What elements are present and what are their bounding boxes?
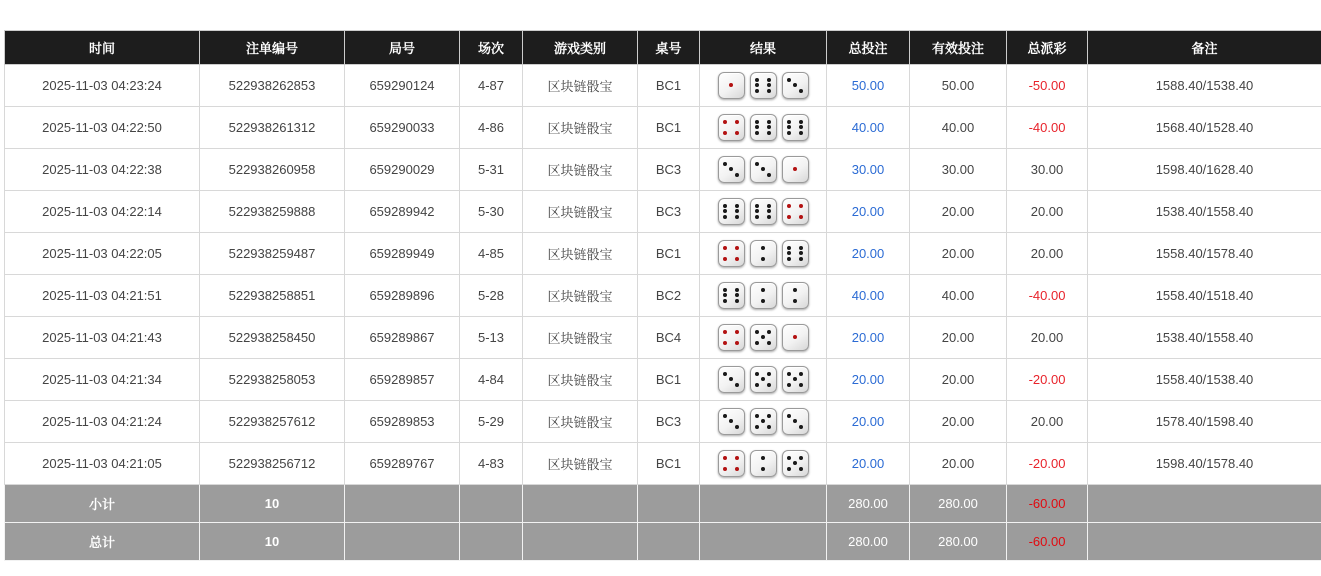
payout-cell: -20.00: [1007, 443, 1088, 485]
time-cell: 2025-11-03 04:21:51: [5, 275, 200, 317]
subtotal-empty-table: [638, 485, 700, 523]
bet-record-row: [5, 233, 1321, 275]
valid-bet-cell: 30.00: [910, 149, 1007, 191]
bet-record-row: [5, 317, 1321, 359]
table-body: [5, 65, 1321, 485]
remark-cell: 1578.40/1598.40: [1088, 401, 1321, 443]
bet-id-cell: 522938259487: [200, 233, 345, 275]
die-6-icon: [750, 72, 777, 99]
result-cell: [700, 317, 827, 359]
table-no-cell: BC3: [638, 149, 700, 191]
valid-bet-cell: 20.00: [910, 443, 1007, 485]
subtotal-empty-result: [700, 485, 827, 523]
bet-record-row: [5, 443, 1321, 485]
header-row: [5, 31, 1321, 65]
bet-history-table: [4, 30, 1321, 561]
table-no-cell: BC3: [638, 191, 700, 233]
total-total-bet: 280.00: [827, 523, 910, 561]
round-no-cell: 659289867: [345, 317, 460, 359]
round-no-cell: 659289896: [345, 275, 460, 317]
bet-record-row: [5, 65, 1321, 107]
subtotal-empty-session: [460, 485, 523, 523]
table-no-cell: BC3: [638, 401, 700, 443]
die-1-icon: [718, 72, 745, 99]
die-3-icon: [782, 72, 809, 99]
column-header-total-bet: 总投注: [827, 31, 910, 65]
time-cell: 2025-11-03 04:22:14: [5, 191, 200, 233]
session-cell: 4-85: [460, 233, 523, 275]
round-no-cell: 659290124: [345, 65, 460, 107]
table-no-cell: BC2: [638, 275, 700, 317]
subtotal-count: 10: [200, 485, 345, 523]
remark-cell: 1558.40/1518.40: [1088, 275, 1321, 317]
payout-cell: -50.00: [1007, 65, 1088, 107]
die-2-icon: [750, 240, 777, 267]
result-cell: [700, 443, 827, 485]
bet-id-cell: 522938261312: [200, 107, 345, 149]
valid-bet-cell: 50.00: [910, 65, 1007, 107]
payout-cell: 20.00: [1007, 191, 1088, 233]
bet-record-row: [5, 107, 1321, 149]
total-bet-link[interactable]: 20.00: [827, 317, 910, 359]
session-cell: 4-86: [460, 107, 523, 149]
die-2-icon: [782, 282, 809, 309]
payout-cell: -40.00: [1007, 275, 1088, 317]
round-no-cell: 659290033: [345, 107, 460, 149]
subtotal-row: [5, 485, 1321, 523]
table-no-cell: BC1: [638, 107, 700, 149]
die-1-icon: [782, 324, 809, 351]
table-no-cell: BC1: [638, 233, 700, 275]
session-cell: 5-30: [460, 191, 523, 233]
game-type-cell: 区块链骰宝: [523, 107, 638, 149]
die-6-icon: [782, 240, 809, 267]
game-type-cell: 区块链骰宝: [523, 191, 638, 233]
die-4-icon: [718, 114, 745, 141]
subtotal-valid-bet: 280.00: [910, 485, 1007, 523]
session-cell: 4-84: [460, 359, 523, 401]
result-cell: [700, 107, 827, 149]
round-no-cell: 659289853: [345, 401, 460, 443]
table-no-cell: BC1: [638, 65, 700, 107]
column-header-payout: 总派彩: [1007, 31, 1088, 65]
game-type-cell: 区块链骰宝: [523, 359, 638, 401]
table-no-cell: BC1: [638, 359, 700, 401]
die-6-icon: [750, 114, 777, 141]
time-cell: 2025-11-03 04:22:05: [5, 233, 200, 275]
die-4-icon: [718, 324, 745, 351]
table-no-cell: BC4: [638, 317, 700, 359]
die-5-icon: [782, 450, 809, 477]
bet-record-row: [5, 401, 1321, 443]
die-4-icon: [718, 450, 745, 477]
valid-bet-cell: 40.00: [910, 275, 1007, 317]
subtotal-payout: -60.00: [1007, 485, 1088, 523]
die-4-icon: [718, 240, 745, 267]
die-1-icon: [782, 156, 809, 183]
remark-cell: 1558.40/1578.40: [1088, 233, 1321, 275]
die-3-icon: [718, 366, 745, 393]
die-5-icon: [750, 366, 777, 393]
dice-result: [702, 366, 824, 393]
table-summary: [5, 485, 1321, 561]
result-cell: [700, 65, 827, 107]
total-bet-link[interactable]: 20.00: [827, 191, 910, 233]
table-no-cell: BC1: [638, 443, 700, 485]
subtotal-label: 小计: [5, 485, 200, 523]
session-cell: 5-31: [460, 149, 523, 191]
die-2-icon: [750, 450, 777, 477]
total-bet-link[interactable]: 40.00: [827, 107, 910, 149]
valid-bet-cell: 20.00: [910, 317, 1007, 359]
remark-cell: 1558.40/1538.40: [1088, 359, 1321, 401]
die-3-icon: [782, 408, 809, 435]
round-no-cell: 659290029: [345, 149, 460, 191]
valid-bet-cell: 20.00: [910, 191, 1007, 233]
dice-result: [702, 198, 824, 225]
column-header-session: 场次: [460, 31, 523, 65]
die-6-icon: [782, 114, 809, 141]
bet-id-cell: 522938262853: [200, 65, 345, 107]
session-cell: 5-29: [460, 401, 523, 443]
time-cell: 2025-11-03 04:22:38: [5, 149, 200, 191]
session-cell: 5-13: [460, 317, 523, 359]
payout-cell: 20.00: [1007, 233, 1088, 275]
payout-cell: 20.00: [1007, 317, 1088, 359]
session-cell: 4-83: [460, 443, 523, 485]
dice-result: [702, 156, 824, 183]
dice-result: [702, 408, 824, 435]
round-no-cell: 659289767: [345, 443, 460, 485]
valid-bet-cell: 20.00: [910, 233, 1007, 275]
column-header-round-no: 局号: [345, 31, 460, 65]
payout-cell: -20.00: [1007, 359, 1088, 401]
total-bet-link[interactable]: 20.00: [827, 401, 910, 443]
remark-cell: 1588.40/1538.40: [1088, 65, 1321, 107]
dice-result: [702, 324, 824, 351]
die-5-icon: [750, 324, 777, 351]
die-6-icon: [718, 282, 745, 309]
subtotal-empty-remark: [1088, 485, 1321, 523]
total-payout: -60.00: [1007, 523, 1088, 561]
session-cell: 5-28: [460, 275, 523, 317]
total-row: [5, 523, 1321, 561]
table-header: [5, 31, 1321, 65]
subtotal-total-bet: 280.00: [827, 485, 910, 523]
game-type-cell: 区块链骰宝: [523, 317, 638, 359]
result-cell: [700, 233, 827, 275]
total-bet-link[interactable]: 20.00: [827, 443, 910, 485]
bet-id-cell: 522938258053: [200, 359, 345, 401]
valid-bet-cell: 40.00: [910, 107, 1007, 149]
bet-id-cell: 522938259888: [200, 191, 345, 233]
total-empty-result: [700, 523, 827, 561]
bet-id-cell: 522938258450: [200, 317, 345, 359]
column-header-valid-bet: 有效投注: [910, 31, 1007, 65]
die-3-icon: [718, 156, 745, 183]
total-empty-session: [460, 523, 523, 561]
remark-cell: 1568.40/1528.40: [1088, 107, 1321, 149]
payout-cell: 30.00: [1007, 149, 1088, 191]
game-type-cell: 区块链骰宝: [523, 401, 638, 443]
remark-cell: 1538.40/1558.40: [1088, 317, 1321, 359]
game-type-cell: 区块链骰宝: [523, 443, 638, 485]
bet-record-row: [5, 359, 1321, 401]
bet-id-cell: 522938257612: [200, 401, 345, 443]
time-cell: 2025-11-03 04:22:50: [5, 107, 200, 149]
remark-cell: 1598.40/1628.40: [1088, 149, 1321, 191]
bet-id-cell: 522938260958: [200, 149, 345, 191]
round-no-cell: 659289942: [345, 191, 460, 233]
column-header-remark: 备注: [1088, 31, 1321, 65]
valid-bet-cell: 20.00: [910, 359, 1007, 401]
game-type-cell: 区块链骰宝: [523, 65, 638, 107]
total-valid-bet: 280.00: [910, 523, 1007, 561]
result-cell: [700, 359, 827, 401]
column-header-game-type: 游戏类别: [523, 31, 638, 65]
bet-id-cell: 522938258851: [200, 275, 345, 317]
total-bet-link[interactable]: 30.00: [827, 149, 910, 191]
remark-cell: 1598.40/1578.40: [1088, 443, 1321, 485]
dice-result: [702, 72, 824, 99]
total-empty-round: [345, 523, 460, 561]
total-bet-link[interactable]: 20.00: [827, 233, 910, 275]
subtotal-empty-game: [523, 485, 638, 523]
game-type-cell: 区块链骰宝: [523, 275, 638, 317]
time-cell: 2025-11-03 04:23:24: [5, 65, 200, 107]
round-no-cell: 659289949: [345, 233, 460, 275]
game-type-cell: 区块链骰宝: [523, 233, 638, 275]
total-bet-link[interactable]: 50.00: [827, 65, 910, 107]
die-5-icon: [750, 408, 777, 435]
result-cell: [700, 401, 827, 443]
payout-cell: 20.00: [1007, 401, 1088, 443]
dice-result: [702, 282, 824, 309]
dice-result: [702, 240, 824, 267]
die-5-icon: [782, 366, 809, 393]
die-3-icon: [718, 408, 745, 435]
subtotal-empty-round: [345, 485, 460, 523]
time-cell: 2025-11-03 04:21:05: [5, 443, 200, 485]
session-cell: 4-87: [460, 65, 523, 107]
total-bet-link[interactable]: 40.00: [827, 275, 910, 317]
die-3-icon: [750, 156, 777, 183]
total-empty-table: [638, 523, 700, 561]
die-6-icon: [718, 198, 745, 225]
remark-cell: 1538.40/1558.40: [1088, 191, 1321, 233]
column-header-bet-id: 注单编号: [200, 31, 345, 65]
game-type-cell: 区块链骰宝: [523, 149, 638, 191]
time-cell: 2025-11-03 04:21:34: [5, 359, 200, 401]
bet-record-row: [5, 191, 1321, 233]
result-cell: [700, 149, 827, 191]
bet-record-row: [5, 275, 1321, 317]
time-cell: 2025-11-03 04:21:24: [5, 401, 200, 443]
total-count: 10: [200, 523, 345, 561]
time-cell: 2025-11-03 04:21:43: [5, 317, 200, 359]
round-no-cell: 659289857: [345, 359, 460, 401]
column-header-time: 时间: [5, 31, 200, 65]
die-4-icon: [782, 198, 809, 225]
column-header-result: 结果: [700, 31, 827, 65]
bet-record-row: [5, 149, 1321, 191]
total-empty-game: [523, 523, 638, 561]
total-label: 总计: [5, 523, 200, 561]
column-header-table-no: 桌号: [638, 31, 700, 65]
result-cell: [700, 275, 827, 317]
payout-cell: -40.00: [1007, 107, 1088, 149]
dice-result: [702, 114, 824, 141]
total-bet-link[interactable]: 20.00: [827, 359, 910, 401]
die-2-icon: [750, 282, 777, 309]
total-empty-remark: [1088, 523, 1321, 561]
die-6-icon: [750, 198, 777, 225]
dice-result: [702, 450, 824, 477]
valid-bet-cell: 20.00: [910, 401, 1007, 443]
result-cell: [700, 191, 827, 233]
bet-id-cell: 522938256712: [200, 443, 345, 485]
